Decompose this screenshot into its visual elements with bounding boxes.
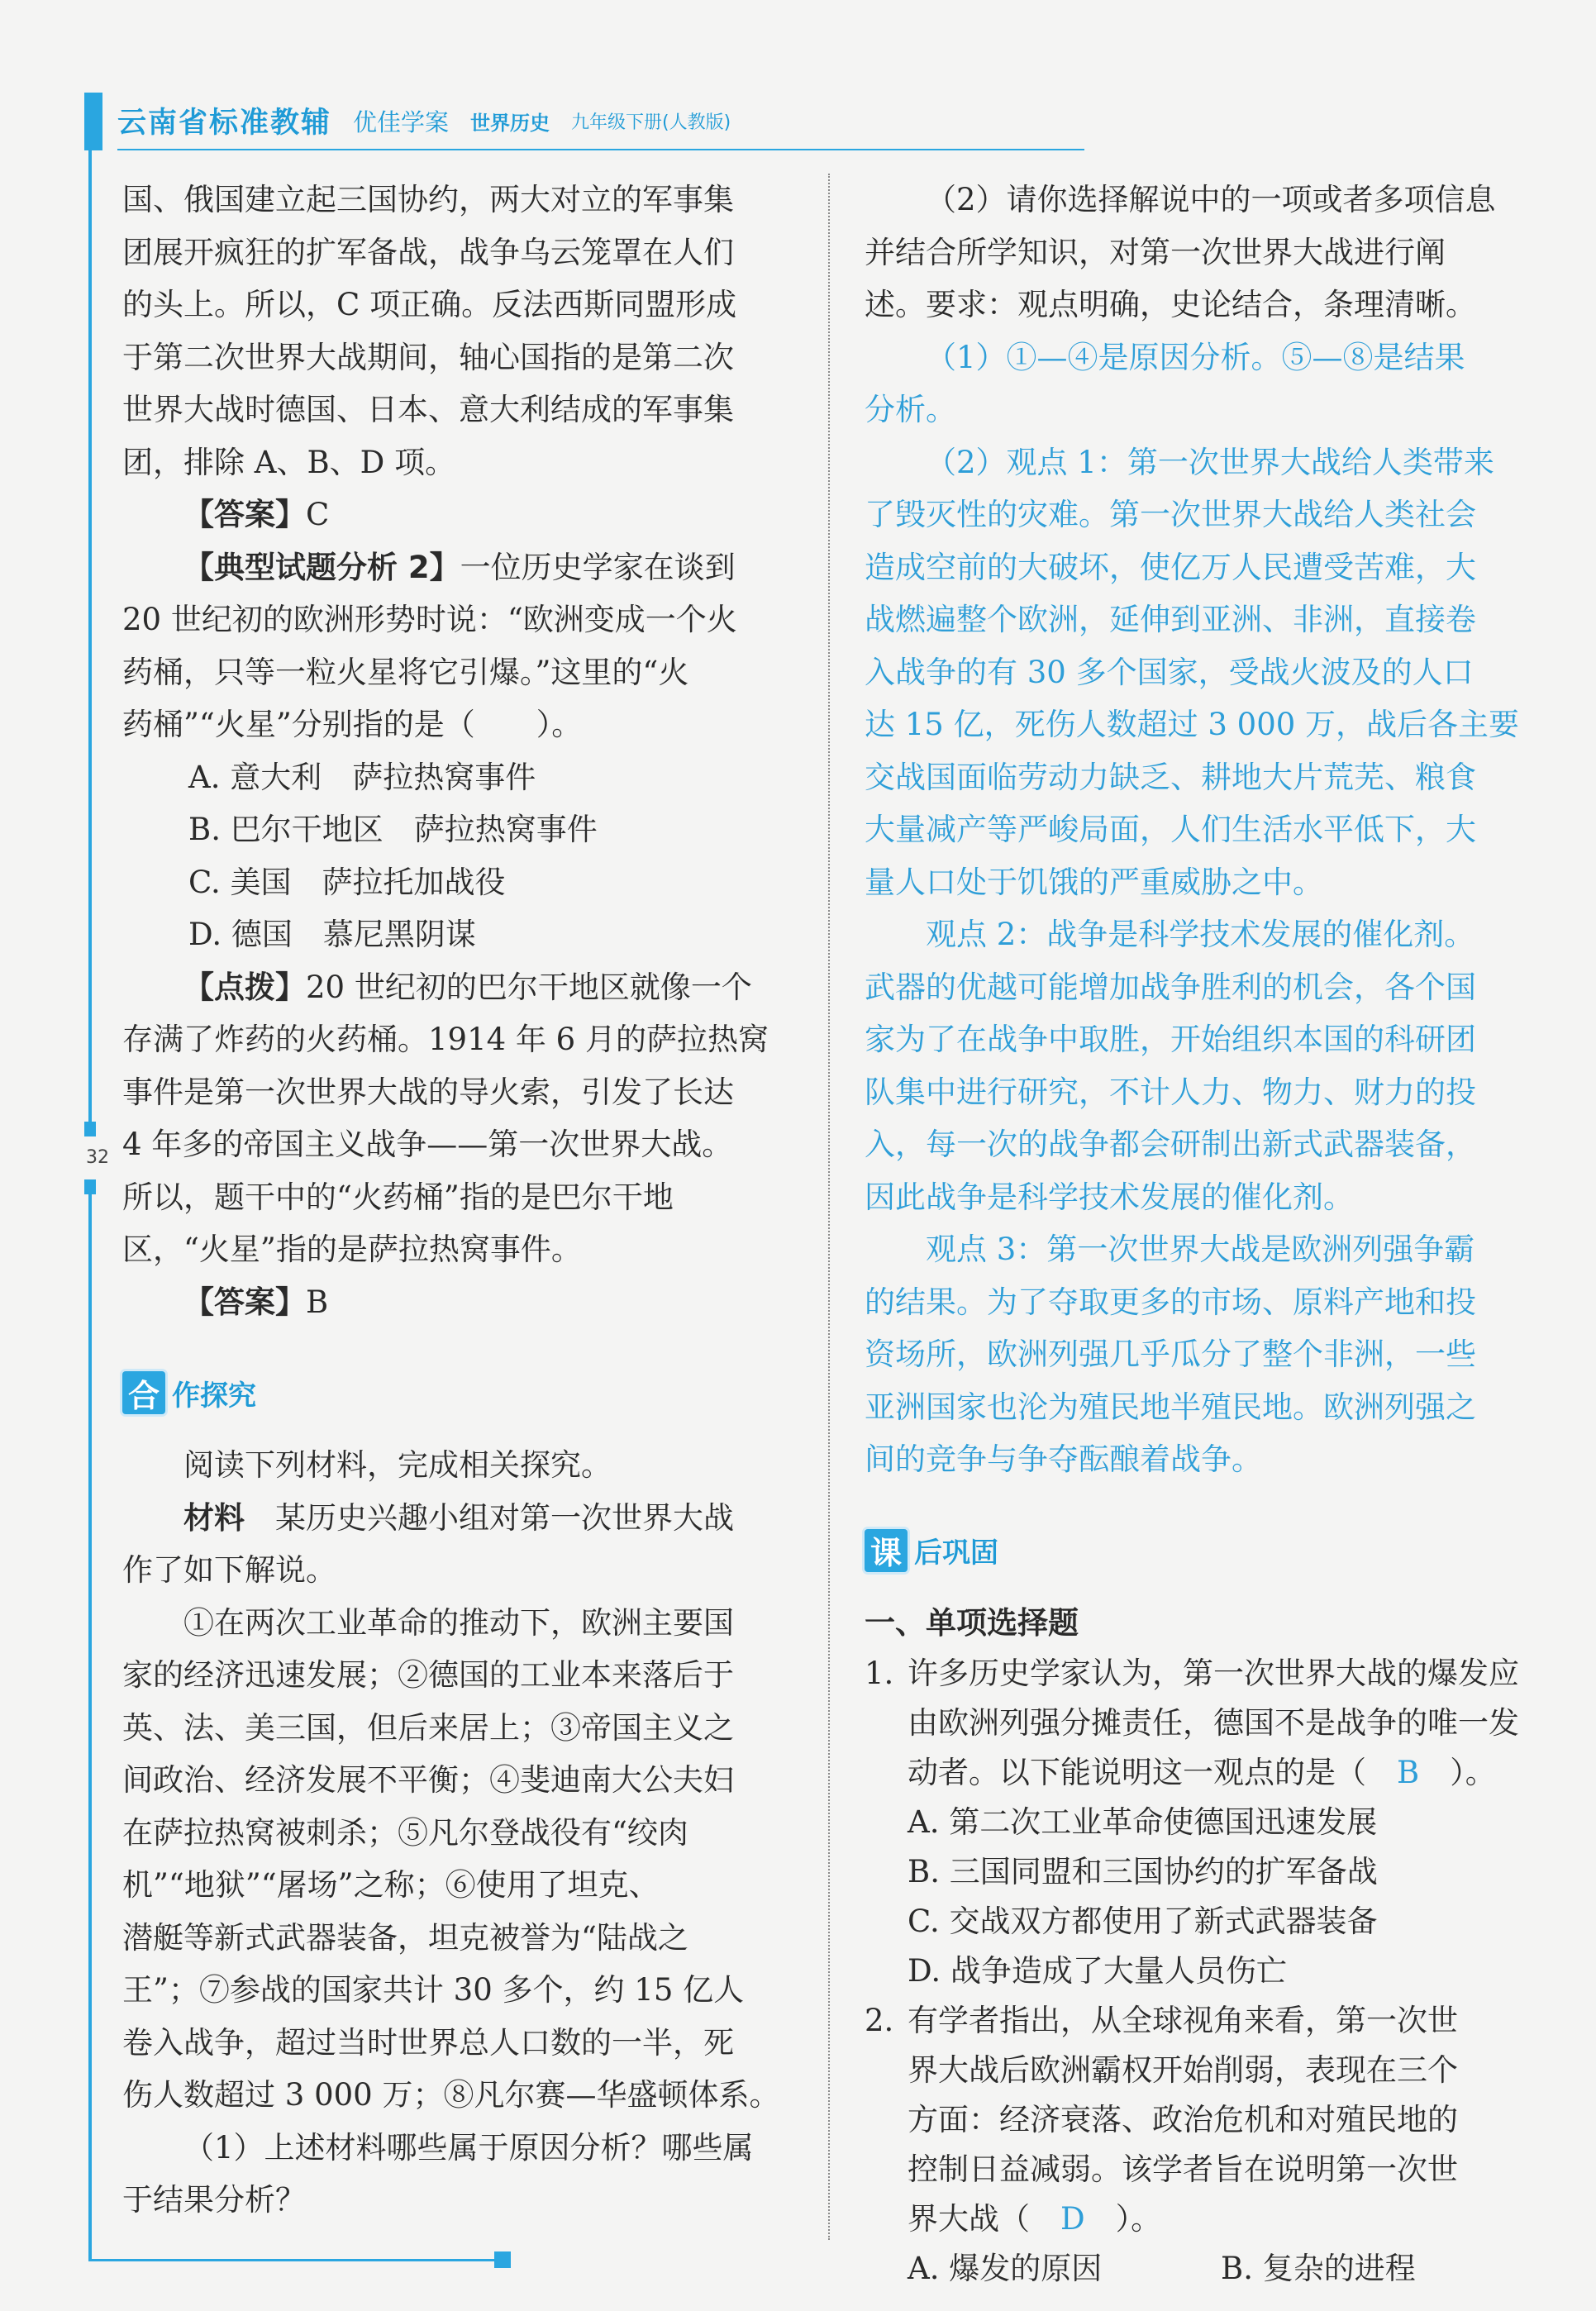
text-line: 潜艇等新式武器装备，坦克被誉为“陆战之 xyxy=(122,1919,688,1956)
text-line: 英、法、美三国，但后来居上；③帝国主义之 xyxy=(122,1709,734,1746)
left-rail-cap xyxy=(84,1179,96,1194)
header-accent-bar xyxy=(84,93,102,150)
right-column xyxy=(865,174,1534,2294)
question-stem xyxy=(908,1649,1534,1798)
text-line: 卷入战争，超过当时世界总人口数的一半，死 xyxy=(122,2024,734,2061)
text-line: ①在两次工业革命的推动下，欧洲主要国 xyxy=(183,1604,734,1641)
section-heading-cooperation xyxy=(122,1363,800,1422)
subsection-heading: 一、单项选择题 xyxy=(865,1604,1079,1641)
viewpoint-2-line: 入，每一次的战争都会研制出新式武器装备， xyxy=(865,1127,1476,1162)
question-1: （1）上述材料哪些属于原因分析？哪些属 xyxy=(183,2129,754,2166)
answer-value: B xyxy=(306,1284,329,1320)
question-number: 1. xyxy=(865,1655,894,1691)
option-a: A. 意大利 萨拉热窝事件 xyxy=(188,759,536,795)
section-label: 后巩固 xyxy=(914,1537,998,1570)
option-d: D. 德国 慕尼黑阴谋 xyxy=(188,917,476,952)
answer-line xyxy=(122,488,800,541)
viewpoint-2-line: 因此战争是科学技术发展的催化剂。 xyxy=(865,1179,1354,1215)
question-stem xyxy=(908,1996,1534,2244)
section-heading-consolidation xyxy=(865,1521,1534,1580)
text-line: 事件是第一次世界大战的导火索，引发了长达 xyxy=(122,1074,734,1110)
filled-answer: B xyxy=(1397,1754,1420,1790)
viewpoint-1-line: （2）观点 1：第一次世界大战给人类带来 xyxy=(926,444,1494,480)
viewpoint-3-line: 亚洲国家也沦为殖民地半殖民地。欧洲列强之 xyxy=(865,1389,1476,1425)
viewpoint-3-line: 的结果。为了夺取更多的市场、原料产地和投 xyxy=(865,1284,1476,1320)
viewpoint-2-line: 观点 2：战争是科学技术发展的催化剂。 xyxy=(926,917,1475,952)
text-line: 的头上。所以，C 项正确。反法西斯同盟形成 xyxy=(122,287,737,322)
text-line: 控制日益减弱。该学者旨在说明第一次世 xyxy=(908,2151,1458,2187)
section-label: 作探究 xyxy=(172,1379,256,1413)
text-line xyxy=(908,2194,1534,2244)
footer-square xyxy=(494,2251,511,2268)
text-line: 界大战（ xyxy=(908,2200,1030,2237)
text-line: 许多历史学家认为，第一次世界大战的爆发应 xyxy=(908,1655,1519,1691)
mcq-2 xyxy=(865,1996,1534,2244)
text-line: 一位历史学家在谈到 xyxy=(460,549,736,585)
text-line xyxy=(908,1748,1534,1798)
header-grade: 九年级下册(人教版) xyxy=(571,112,731,133)
option-b: B. 巴尔干地区 萨拉热窝事件 xyxy=(188,812,598,847)
header-brand: 云南省标准教辅 xyxy=(117,107,332,140)
text-line: 界大战后欧洲霸权开始削弱，表现在三个 xyxy=(908,2051,1458,2088)
text-line: 存满了炸药的火药桶。1914 年 6 月的萨拉热窝 xyxy=(122,1022,769,1057)
example-2-title xyxy=(122,541,800,594)
text-line: 家的经济迅速发展；②德国的工业本来落后于 xyxy=(122,1657,734,1693)
viewpoint-2-line: 家为了在战争中取胜，开始组织本国的科研团 xyxy=(865,1022,1476,1057)
option-c: C. 交战双方都使用了新式武器装备 xyxy=(908,1903,1378,1939)
prev-analysis xyxy=(122,174,800,488)
option-row xyxy=(865,2244,1534,2294)
viewpoint-1-line: 战燃遍整个欧洲，延伸到亚洲、非洲，直接卷 xyxy=(865,602,1476,637)
footer-rule xyxy=(88,2259,502,2261)
text-line: 作了如下解说。 xyxy=(122,1552,336,1588)
option-b: B. 三国同盟和三国协约的扩军备战 xyxy=(908,1853,1378,1889)
text-line: 药桶”“火星”分别指的是（ ）。 xyxy=(122,707,583,742)
text-line: 方面：经济衰落、政治危机和对殖民地的 xyxy=(908,2101,1458,2137)
filled-answer: D xyxy=(1060,2200,1085,2237)
text-line: 20 世纪初的欧洲形势时说：“欧洲变成一个火 xyxy=(122,602,737,637)
page-number: 32 xyxy=(86,1147,109,1168)
material-line xyxy=(122,1492,800,1545)
header-series: 优佳学案 xyxy=(353,107,450,136)
text-line: 机”“地狱”“屠场”之称；⑥使用了坦克、 xyxy=(122,1867,660,1903)
hint-label: 【点拨】 xyxy=(183,969,306,1005)
viewpoint-1-line: 大量减产等严峻局面，人们生活水平低下，大 xyxy=(865,812,1476,847)
text-line: 于第二次世界大战期间，轴心国指的是第二次 xyxy=(122,339,734,375)
viewpoint-1-line: 了毁灭性的灾难。第一次世界大战给人类社会 xyxy=(865,497,1476,532)
section-badge: 合 xyxy=(122,1371,165,1414)
example-label: 【典型试题分析 2】 xyxy=(183,549,460,585)
text-line: 4 年多的帝国主义战争——第一次世界大战。 xyxy=(122,1127,733,1162)
text-line: 20 世纪初的巴尔干地区就像一个 xyxy=(306,969,752,1005)
text-line: 王”；⑦参战的国家共计 30 多个，约 15 亿人 xyxy=(122,1972,745,2008)
left-rail-cap xyxy=(84,1122,96,1136)
header-rule xyxy=(117,149,1084,150)
viewpoint-3-line: 间的竞争与争夺酝酿着战争。 xyxy=(865,1441,1262,1477)
text-line: 于结果分析？ xyxy=(122,2182,306,2218)
text-line: 有学者指出，从全球视角来看，第一次世 xyxy=(908,2002,1458,2038)
text-line: 所以，题干中的“火药桶”指的是巴尔干地 xyxy=(122,1179,674,1215)
text-line: 由欧洲列强分摊责任，德国不是战争的唯一发 xyxy=(908,1704,1519,1741)
text-line: 国、俄国建立起三国协约，两大对立的军事集 xyxy=(122,182,734,217)
answer-label: 【答案】 xyxy=(183,1284,306,1320)
hint-line xyxy=(122,961,800,1014)
text-line: 动者。以下能说明这一观点的是（ xyxy=(908,1754,1366,1790)
viewpoint-1-line: 量人口处于饥饿的严重威胁之中。 xyxy=(865,864,1323,900)
text-line: ）。 xyxy=(1115,2200,1162,2237)
left-rail xyxy=(88,150,92,1122)
text-line: 团展开疯狂的扩军备战，战争乌云笼罩在人们 xyxy=(122,234,734,270)
option-c: C. 美国 萨拉托加战役 xyxy=(188,864,506,900)
question-number: 2. xyxy=(865,2002,894,2038)
answer-1-line: （1）①—④是原因分析。⑤—⑧是结果 xyxy=(926,339,1465,375)
option-b: B. 复杂的进程 xyxy=(1221,2250,1416,2286)
answer-value: C xyxy=(306,497,330,532)
viewpoint-2-line: 武器的优越可能增加战争胜利的机会，各个国 xyxy=(865,969,1476,1005)
question-2: （2）请你选择解说中的一项或者多项信息 xyxy=(926,182,1496,217)
answer-label: 【答案】 xyxy=(183,497,306,532)
column-divider xyxy=(828,174,830,2240)
option-a: A. 第二次工业革命使德国迅速发展 xyxy=(908,1804,1378,1840)
text-line: 并结合所学知识，对第一次世界大战进行阐 xyxy=(865,234,1446,270)
mcq-1 xyxy=(865,1649,1534,1798)
viewpoint-1-line: 达 15 亿，死伤人数超过 3 000 万，战后各主要 xyxy=(865,707,1520,742)
viewpoint-1-line: 造成空前的大破坏，使亿万人民遭受苦难，大 xyxy=(865,549,1476,585)
text-line: 某历史兴趣小组对第一次世界大战 xyxy=(275,1499,734,1536)
option-d: D. 战争造成了大量人员伤亡 xyxy=(908,1952,1287,1989)
viewpoint-3-line: 观点 3：第一次世界大战是欧洲列强争霸 xyxy=(926,1232,1475,1267)
text-line: 区，“火星”指的是萨拉热窝事件。 xyxy=(122,1232,582,1267)
viewpoint-2-line: 队集中进行研究，不计人力、物力、财力的投 xyxy=(865,1074,1476,1110)
answer-line xyxy=(122,1276,800,1329)
section-badge: 课 xyxy=(865,1529,908,1572)
text-line: 药桶，只等一粒火星将它引爆。”这里的“火 xyxy=(122,654,689,690)
left-column xyxy=(122,174,800,2227)
answer-1-line: 分析。 xyxy=(865,392,956,427)
text-line: 世界大战时德国、日本、意大利结成的军事集 xyxy=(122,392,734,427)
text-line: 在萨拉热窝被刺杀；⑤凡尔登战役有“绞肉 xyxy=(122,1814,688,1851)
text-line: 伤人数超过 3 000 万；⑧凡尔赛—华盛顿体系。 xyxy=(122,2077,780,2113)
option-a: A. 爆发的原因 xyxy=(908,2250,1103,2286)
text-line: 团，排除 A、B、D 项。 xyxy=(122,444,456,480)
viewpoint-1-line: 交战国面临劳动力缺乏、耕地大片荒芜、粮食 xyxy=(865,759,1476,795)
page-header xyxy=(117,98,731,144)
text-line: ）。 xyxy=(1450,1754,1496,1790)
header-subject: 世界历史 xyxy=(470,111,550,135)
viewpoint-1-line: 入战争的有 30 多个国家，受战火波及的人口 xyxy=(865,654,1474,690)
material-label: 材料 xyxy=(183,1499,245,1536)
viewpoint-3-line: 资场所，欧洲列强几乎瓜分了整个非洲，一些 xyxy=(865,1337,1476,1372)
intro-line: 阅读下列材料，完成相关探究。 xyxy=(183,1447,612,1483)
text-line: 间政治、经济发展不平衡；④斐迪南大公夫妇 xyxy=(122,1762,734,1798)
text-line: 述。要求：观点明确，史论结合，条理清晰。 xyxy=(865,287,1476,322)
left-rail xyxy=(88,1194,92,2261)
